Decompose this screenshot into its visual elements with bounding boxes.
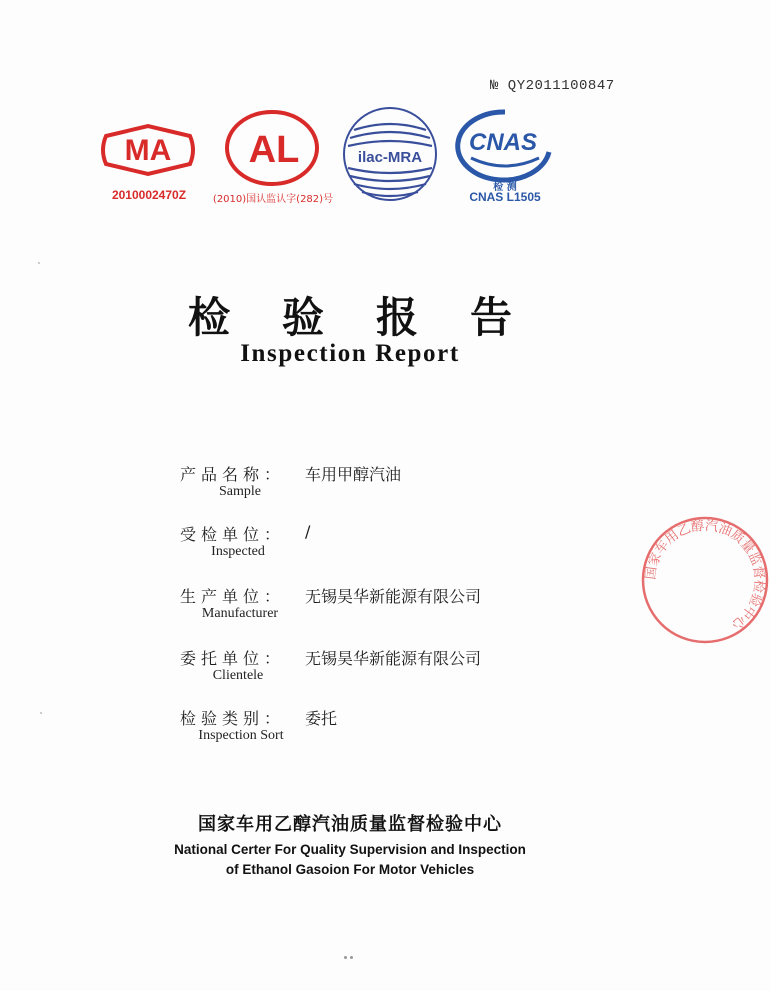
field-label-en: Sample: [219, 484, 261, 499]
field-label-en: Inspected: [211, 544, 265, 559]
cal-code: (2010)国认监认字(282)号: [212, 194, 334, 205]
field-label-en: Inspection Sort: [198, 728, 284, 743]
scan-speck: [38, 262, 40, 264]
cma-mark-icon: [98, 120, 198, 180]
report-title-en: Inspection Report: [240, 340, 460, 367]
report-number: № QY2011100847: [490, 78, 615, 94]
cal-mark-icon: [222, 108, 322, 188]
scan-speck: [344, 956, 347, 959]
field-label-en: Manufacturer: [201, 606, 279, 621]
cnas-code: CNAS L1505: [469, 190, 541, 204]
cnas-logo: [455, 108, 555, 180]
footer-org-en-line1: National Certer For Quality Supervision and Inspection: [174, 842, 526, 857]
report-title-cn: 检验报告: [187, 293, 564, 342]
scan-speck: [40, 712, 42, 714]
cnas-mark-text: CNAS: [468, 129, 538, 156]
ilac-mark-text: ilac-MRA: [357, 149, 423, 166]
cal-mark-text: AL: [248, 129, 300, 171]
seal-stamp-icon: [640, 515, 770, 645]
field-value: 车用甲醇汽油: [305, 465, 402, 484]
field-value: /: [305, 522, 311, 541]
field-label-cn: 产品名称：: [180, 465, 286, 484]
field-sample: [180, 462, 660, 512]
footer-org-en-line2: of Ethanol Gasoion For Motor Vehicles: [225, 862, 475, 877]
field-inspected: [180, 522, 660, 572]
field-value: 委托: [305, 709, 338, 728]
cma-code: 2010002470Z: [111, 188, 187, 202]
field-label-en: Clientele: [212, 668, 264, 683]
field-value: 无锡昊华新能源有限公司: [305, 649, 482, 668]
seal-text: 国家车用乙醇汽油质量监督检验中心: [643, 518, 767, 632]
field-label-cn: 生产单位：: [180, 587, 286, 606]
cnas-mark-icon: [455, 108, 555, 180]
ilac-globe-icon: [340, 104, 440, 204]
cal-logo: [222, 108, 322, 188]
scan-speck: [350, 956, 353, 959]
official-seal: [640, 515, 767, 645]
cnas-sub: 检 测: [493, 182, 517, 193]
field-label-cn: 受检单位：: [180, 525, 286, 544]
cma-mark-text: MA: [124, 134, 172, 167]
field-label-cn: 委托单位：: [180, 649, 286, 668]
field-manufacturer: [180, 584, 660, 634]
footer-org-cn: 国家车用乙醇汽油质量监督检验中心: [198, 814, 502, 835]
field-value: 无锡昊华新能源有限公司: [305, 587, 482, 606]
cma-logo: [98, 120, 198, 190]
ilac-mra-logo: [340, 104, 440, 204]
field-label-cn: 检验类别：: [180, 709, 286, 728]
field-clientele: [180, 646, 660, 696]
field-inspection-sort: [180, 706, 660, 756]
